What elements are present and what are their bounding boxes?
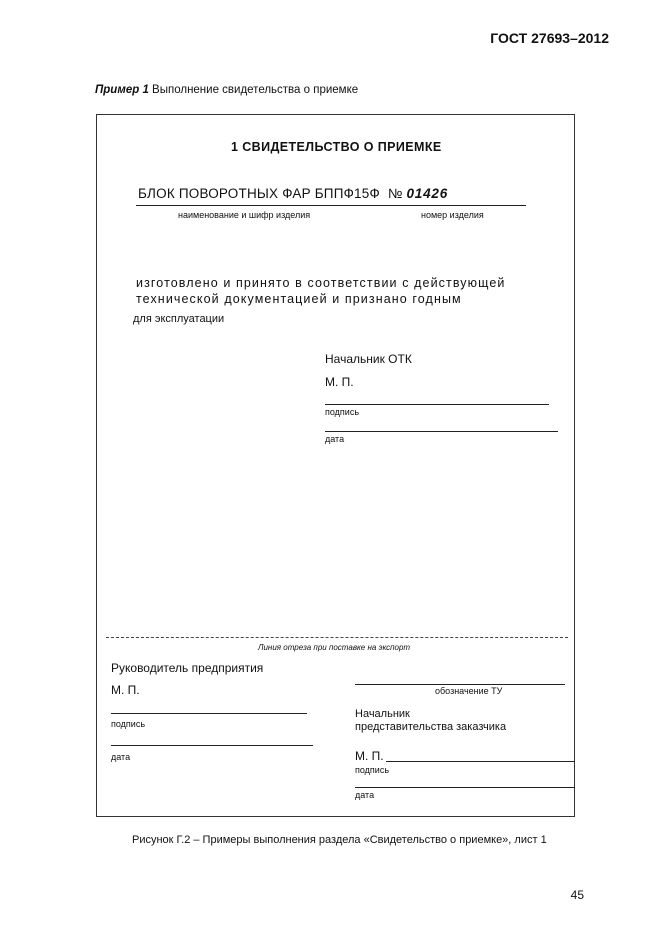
customer-signature-caption: подпись bbox=[355, 765, 390, 775]
otk-signature-line bbox=[325, 404, 549, 405]
director-date-line bbox=[111, 745, 313, 746]
body-line-1: изготовлено и принято в соответствии с действующей bbox=[136, 276, 506, 290]
body-line-2: технической документацией и признано годным bbox=[136, 292, 462, 306]
customer-head-line-2: представительства заказчика bbox=[355, 721, 507, 733]
otk-head-label: Начальник ОТК bbox=[325, 352, 412, 366]
body-line-3: для эксплуатации bbox=[133, 313, 225, 325]
figure-caption: Рисунок Г.2 – Примеры выполнения раздела «Свидетельство о приемке», лист 1 bbox=[132, 834, 547, 846]
standard-number: ГОСТ 27693–2012 bbox=[490, 30, 609, 46]
product-line bbox=[138, 186, 448, 201]
customer-signature-line bbox=[386, 761, 575, 762]
page-number: 45 bbox=[570, 888, 584, 902]
otk-signature-caption: подпись bbox=[325, 407, 360, 417]
director-label: Руководитель предприятия bbox=[111, 661, 264, 675]
product-underline bbox=[136, 205, 526, 206]
number-sign: № bbox=[387, 186, 403, 201]
director-stamp-label: М. П. bbox=[111, 683, 140, 697]
cut-line-caption: Линия отреза при поставке на экспорт bbox=[258, 643, 411, 652]
otk-date-caption: дата bbox=[325, 434, 345, 444]
example-heading bbox=[95, 84, 358, 96]
product-name: БЛОК ПОВОРОТНЫХ ФАР БППФ15Ф bbox=[138, 186, 380, 201]
customer-date-caption: дата bbox=[355, 790, 375, 800]
tu-line bbox=[355, 684, 565, 685]
customer-date-line bbox=[355, 787, 575, 788]
certificate-frame bbox=[96, 114, 575, 817]
director-signature-caption: подпись bbox=[111, 719, 146, 729]
product-number: 01426 bbox=[406, 186, 449, 201]
tu-caption: обозначение ТУ bbox=[435, 686, 503, 696]
otk-stamp-label: М. П. bbox=[325, 375, 354, 389]
number-caption: номер изделия bbox=[421, 210, 484, 220]
certificate-title: 1 СВИДЕТЕЛЬСТВО О ПРИЕМКЕ bbox=[231, 140, 442, 154]
example-label: Пример 1 bbox=[95, 84, 149, 96]
director-date-caption: дата bbox=[111, 752, 131, 762]
otk-date-line bbox=[325, 431, 558, 432]
product-caption: наименование и шифр изделия bbox=[178, 210, 311, 220]
cut-line bbox=[106, 637, 568, 638]
director-signature-line bbox=[111, 713, 307, 714]
customer-stamp-label: М. П. bbox=[355, 749, 384, 763]
customer-head-line-1: Начальник bbox=[355, 708, 410, 720]
example-text: Выполнение свидетельства о приемке bbox=[152, 84, 359, 96]
